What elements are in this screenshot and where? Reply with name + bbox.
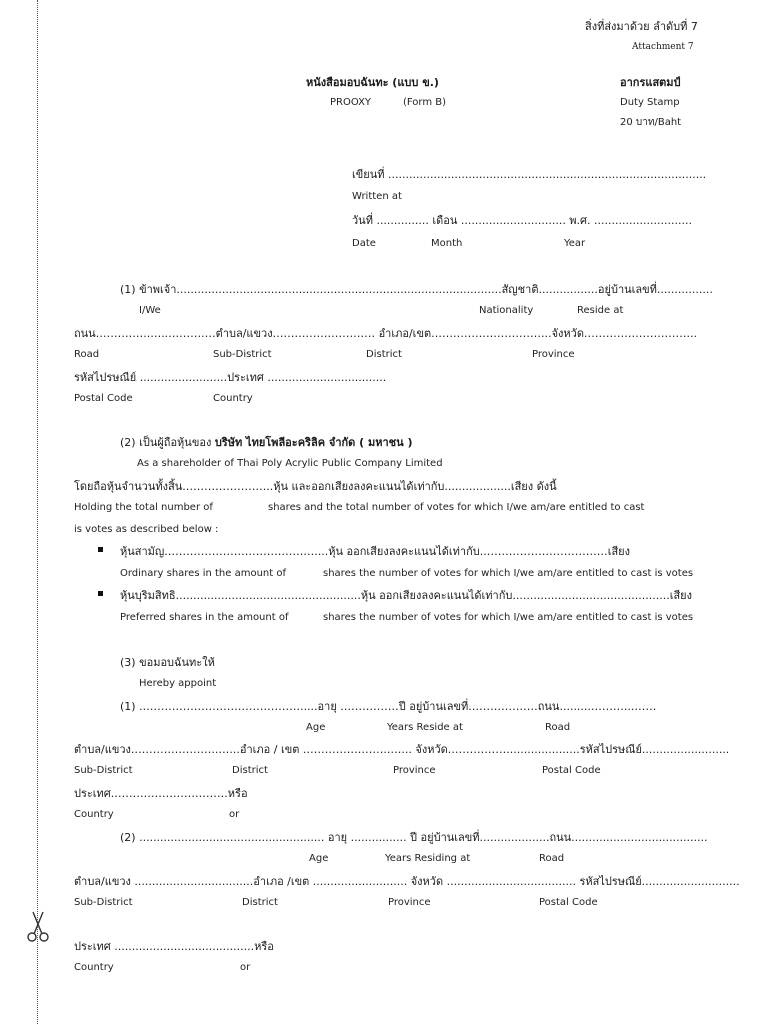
written-at-label: Written at (352, 191, 402, 202)
proxy2-address-field[interactable]: ตำบล/แขวง ..................................อำเภอ /เขต ........................... จังหวัด ..................................... รหัสไปรษณีย์............................ (74, 875, 740, 888)
proxy1-postal-label: Postal Code (542, 765, 601, 776)
nationality-label: Nationality (479, 305, 534, 316)
subdistrict-label: Sub-District (213, 349, 272, 360)
proxy1-province-label: Province (393, 765, 436, 776)
votes-desc-label: is votes as described below : (74, 524, 219, 535)
form-type-en: (Form B) (403, 97, 447, 108)
month-label: Month (431, 238, 463, 249)
proxy2-road-label: Road (539, 853, 565, 864)
proxy1-or-label: or (229, 809, 240, 820)
proxy2-country-field[interactable]: ประเทศ ........................................หรือ (74, 940, 274, 953)
name-nationality-field[interactable]: (1) ข้าพเจ้า.............................................................................................สัญชาติ.................อยู่บ้านเลขที่................ (120, 283, 713, 296)
proxy1-age-label: Age (306, 722, 326, 733)
proxy2-district-label: District (242, 897, 278, 908)
scissors-icon (26, 910, 50, 944)
preferred-shares-field[interactable]: หุ้นบุริมสิทธิ.....................................................หุ้น ออกเสียงลงคะแนนได้เท่ากับ.............................................เสียง (120, 589, 692, 602)
postal-label: Postal Code (74, 393, 133, 404)
total-shares-field[interactable]: โดยถือหุ้นจำนวนทั้งสิ้น.…………………...หุ้น และออกเสียงลงคะแนนได้เท่ากับ...................เสียง ดังนี้ (74, 480, 557, 493)
proxy2-subdistrict-label: Sub-District (74, 897, 133, 908)
ordinary-shares-field[interactable]: หุ้นสามัญ.……………………………….…....หุ้น ออกเสียงลงคะแนนได้เท่ากับ..……………………………เสียง (120, 545, 630, 558)
proxy2-or-label: or (240, 962, 251, 973)
shareholder-th: (2) เป็นผู้ถือหุ้นของ บริษัท ไทยโพลีอะคริลิค จำกัด ( มหาชน ) (120, 436, 413, 449)
duty-stamp-en: Duty Stamp (620, 97, 680, 108)
proxy1-subdistrict-label: Sub-District (74, 765, 133, 776)
form-title-th: หนังสือมอบฉันทะ (แบบ ข.) (306, 76, 439, 89)
attachment-en: Attachment 7 (632, 42, 694, 52)
proxy1-country-label: Country (74, 809, 114, 820)
ordinary-shares-label: Ordinary shares in the amount of (120, 568, 287, 579)
proxy2-postal-label: Postal Code (539, 897, 598, 908)
ordinary-votes-label: shares the number of votes for which I/we am/are entitled to cast is votes (323, 568, 694, 579)
proxy1-country-field[interactable]: ประเทศ.………………………….หรือ (74, 787, 248, 800)
proxy2-age-label: Age (309, 853, 329, 864)
district-label: District (366, 349, 402, 360)
proxy1-years-label: Years Reside at (387, 722, 463, 733)
form-title-en: PROOXY (330, 97, 372, 108)
address-field[interactable]: ถนน.…………..…..……….…ตำบล/แขวง.……………………… อำเภอ/เขต.…………………………..จังหวัด.………………………... (74, 327, 697, 340)
appoint-en: Hereby appoint (139, 678, 217, 689)
proxy1-address-field[interactable]: ตำบล/แขวง.…………………..…...อำเภอ / เขต .…………………..…... จังหวัด.…………….....................รหัสไปรษณีย์......................... (74, 743, 730, 756)
company-name: บริษัท ไทยโพลีอะคริลิค จำกัด ( มหาชน ) (214, 436, 413, 449)
shareholder-en: As a shareholder of Thai Poly Acrylic Public Company Limited (137, 458, 443, 469)
duty-stamp-amount: 20 บาท/Baht (620, 117, 682, 128)
proxy1-district-label: District (232, 765, 268, 776)
province-label: Province (532, 349, 575, 360)
proxy1-road-label: Road (545, 722, 571, 733)
bullet-ordinary (98, 547, 103, 552)
proxy2-country-label: Country (74, 962, 114, 973)
written-at-field[interactable]: เขียนที่ ........................................................................................... (352, 168, 707, 181)
appoint-th: (3) ขอมอบฉันทะให้ (120, 656, 215, 669)
duty-stamp-th: อากรแสตมป์ (620, 76, 681, 89)
date-label: Date (352, 238, 376, 249)
proxy2-name-field[interactable]: (2) ..................................................... อายุ ................ ปี อยู่บ้านเลขที่....................ถนน....................................... (120, 831, 708, 844)
preferred-votes-label: shares the number of votes for which I/we am/are entitled to cast is votes (323, 612, 694, 623)
bullet-preferred (98, 591, 103, 596)
proxy2-years-label: Years Residing at (385, 853, 471, 864)
country-label: Country (213, 393, 253, 404)
postal-country-field[interactable]: รหัสไปรษณีย์ .........................ประเทศ .................................. (74, 371, 387, 384)
shares-total-label: shares and the total number of votes for which I/we am/are entitled to cast (268, 502, 645, 513)
cut-line (37, 0, 38, 1024)
attachment-th: สิ่งที่ส่งมาด้วย ลำดับที่ 7 (585, 20, 698, 33)
proxy2-province-label: Province (388, 897, 431, 908)
date-field[interactable]: วันที่ ............... เดือน .............................. พ.ศ. ............................ (352, 214, 692, 227)
proxy1-name-field[interactable]: (1) ..…………………………………….....อายุ .……………ปี อยู่บ้านเลขที่.………………ถนน.........………...…… (120, 700, 657, 713)
preferred-shares-label: Preferred shares in the amount of (120, 612, 289, 623)
year-label: Year (564, 238, 586, 249)
holding-label: Holding the total number of (74, 502, 213, 513)
reside-label: Reside at (577, 305, 624, 316)
iwe-label: I/We (139, 305, 161, 316)
road-label: Road (74, 349, 100, 360)
